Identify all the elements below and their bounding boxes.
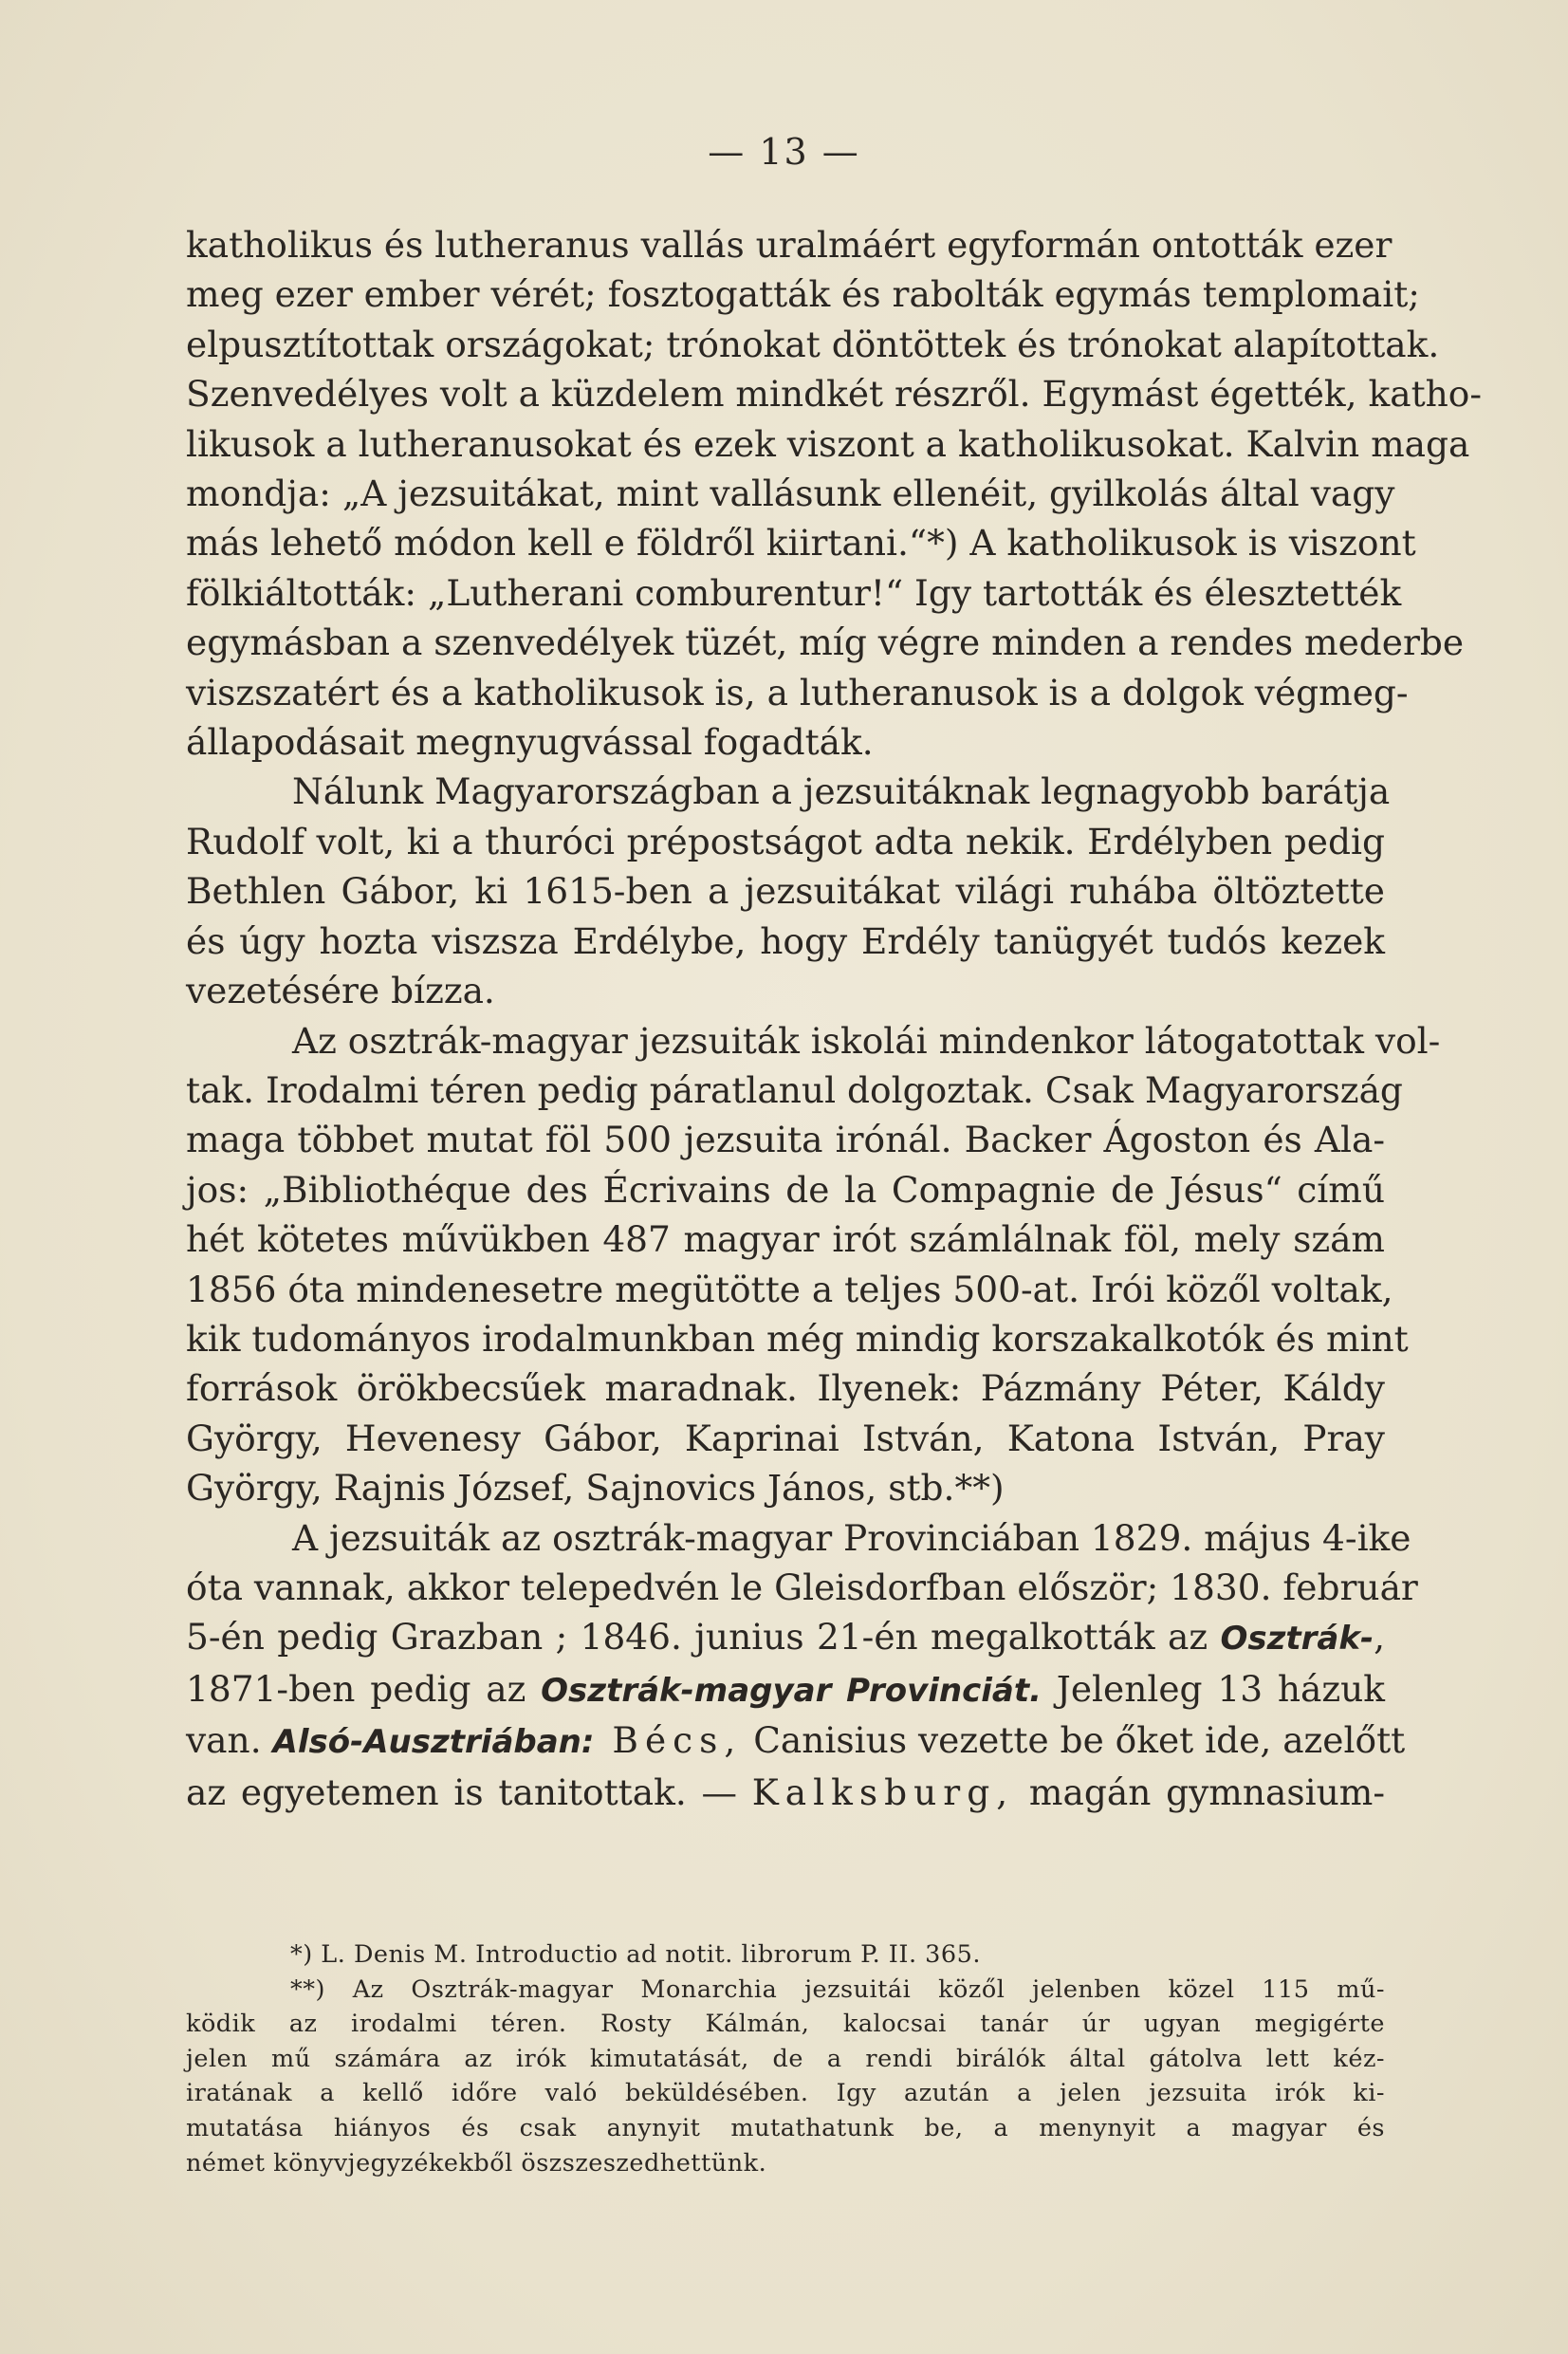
text-line: A jezsuiták az osztrák-magyar Provinciában 1829. május 4-ike xyxy=(292,1516,1411,1559)
text-line xyxy=(186,1715,1406,1767)
text-run: az egyetemen is tanitottak. — xyxy=(186,1770,752,1813)
page-number: — 13 — xyxy=(708,131,860,173)
spaced-run: Bécs, xyxy=(594,1719,743,1762)
text-line: elpusztítottak országokat; trónokat döntöttek és trónokat alapítottak. xyxy=(186,323,1440,365)
spaced-run: Kalksburg, xyxy=(751,1770,1015,1813)
text-run: Jelenleg 13 házuk xyxy=(1042,1667,1386,1710)
text-run: , xyxy=(1374,1616,1385,1659)
text-line: más lehető módon kell e földről kiirtani.“*) A katholikusok is viszont xyxy=(186,522,1416,565)
footnote-line: **) Az Osztrák-magyar Monarchia jezsuitái közől jelenben közel 115 mű- xyxy=(290,1974,1385,2004)
text-line: mondja: „A jezsuitákat, mint vallásunk ellenéit, gyilkolás által vagy xyxy=(186,473,1395,515)
text-line: Nálunk Magyarországban a jezsuitáknak legnagyobb barátja xyxy=(292,770,1391,813)
footnote-line: iratának a kellő időre való beküldésében. Igy azután a jelen jezsuita irók ki- xyxy=(186,2079,1385,2108)
paragraph-4 xyxy=(186,1513,1418,1817)
text-line: jos: „Bibliothéque des Écrivains de la Compagnie de Jésus“ című xyxy=(186,1168,1385,1211)
paragraph-1 xyxy=(186,220,1483,767)
text-run: 1871-ben pedig az xyxy=(186,1667,542,1710)
text-line: György, Hevenesy Gábor, Kaprinai István, Katona István, Pray xyxy=(186,1417,1385,1459)
text-line: és úgy hozta viszsza Erdélybe, hogy Erdély tanügyét tudós kezek xyxy=(186,919,1385,962)
footnote-1: *) L. Denis M. Introductio ad notit. librorum P. II. 365. xyxy=(290,1940,981,1969)
text-line: György, Rajnis József, Sajnovics János, stb.**) xyxy=(186,1467,1005,1510)
text-line: likusok a lutheranusokat és ezek viszont a katholikusokat. Kalvin maga xyxy=(186,422,1470,465)
text-run: Canisius vezette be őket ide, azelőtt xyxy=(742,1719,1406,1762)
text-line: hét kötetes művükben 487 magyar irót számlálnak föl, mely szám xyxy=(186,1218,1385,1261)
text-line: fölkiáltották: „Lutherani comburentur!“ Igy tartották és élesztették xyxy=(186,571,1402,614)
text-run: 5-én pedig Grazban ; 1846. junius 21-én megalkották az xyxy=(186,1616,1221,1659)
text-line: állapodásait megnyugvással fogadták. xyxy=(186,721,874,764)
text-line: Az osztrák-magyar jezsuiták iskolái mindenkor látogatottak vol- xyxy=(292,1019,1441,1062)
footnotes xyxy=(186,1937,1385,2180)
text-line: források örökbecsűek maradnak. Ilyenek: Pázmány Péter, Káldy xyxy=(186,1367,1385,1410)
text-run: van. xyxy=(186,1719,273,1762)
footnote-line: mutatása hiányos és csak anynyit mutathatunk be, a menynyit a magyar és xyxy=(186,2113,1385,2142)
paragraph-3 xyxy=(186,1016,1441,1513)
text-line xyxy=(186,1768,1385,1817)
footnote-line: ködik az irodalmi téren. Rosty Kálmán, kalocsai tanár úr ugyan megigérte xyxy=(186,2010,1385,2039)
text-line: kik tudományos irodalmunkban még mindig korszakalkotók és mint xyxy=(186,1317,1409,1360)
text-line: egymásban a szenvedélyek tüzét, míg végre minden a rendes mederbe xyxy=(186,621,1465,664)
text-line: Rudolf volt, ki a thuróci prépostságot adta nekik. Erdélyben pedig xyxy=(186,820,1385,862)
text-line: Szenvedélyes volt a küzdelem mindkét részről. Egymást égették, katho- xyxy=(186,373,1483,416)
text-line: 1856 óta mindenesetre megütötte a teljes 500-at. Irói közől voltak, xyxy=(186,1268,1393,1310)
footnote-line: jelen mű számára az irók kimutatását, de a rendi birálók által gátolva lett kéz- xyxy=(186,2044,1385,2073)
text-line xyxy=(186,1664,1385,1715)
italic-run: Osztrák-magyar Provinciát. xyxy=(541,1671,1042,1710)
footnote-line: német könyvjegyzékekből öszszeszedhettünk. xyxy=(186,2148,767,2178)
text-line: katholikus és lutheranus vallás uralmáért egyformán ontották ezer xyxy=(186,224,1393,266)
text-line: vezetésére bízza. xyxy=(186,970,495,1012)
italic-run: Osztrák- xyxy=(1220,1620,1374,1659)
text-line: tak. Irodalmi téren pedig páratlanul dolgoztak. Csak Magyarország xyxy=(186,1068,1403,1111)
text-line: maga többet mutat föl 500 jezsuita irónál. Backer Ágoston és Ala- xyxy=(186,1119,1385,1161)
text-line: viszszatért és a katholikusok is, a lutheranusok is a dolgok végmeg- xyxy=(186,671,1409,714)
text-line: Bethlen Gábor, ki 1615-ben a jezsuitákat világi ruhába öltöztette xyxy=(186,870,1385,913)
text-run: magán gymnasium- xyxy=(1014,1770,1385,1813)
body-text xyxy=(186,220,1483,1817)
footnote-2 xyxy=(186,1973,1385,2181)
text-line: óta vannak, akkor telepedvén le Gleisdorfban először; 1830. február xyxy=(186,1566,1418,1608)
text-line: meg ezer ember vérét; fosztogatták és rabolták egymás templomait; xyxy=(186,273,1420,316)
paragraph-2 xyxy=(186,767,1391,1015)
italic-run: Alsó-Ausztriában: xyxy=(272,1723,595,1762)
text-line xyxy=(186,1612,1385,1663)
